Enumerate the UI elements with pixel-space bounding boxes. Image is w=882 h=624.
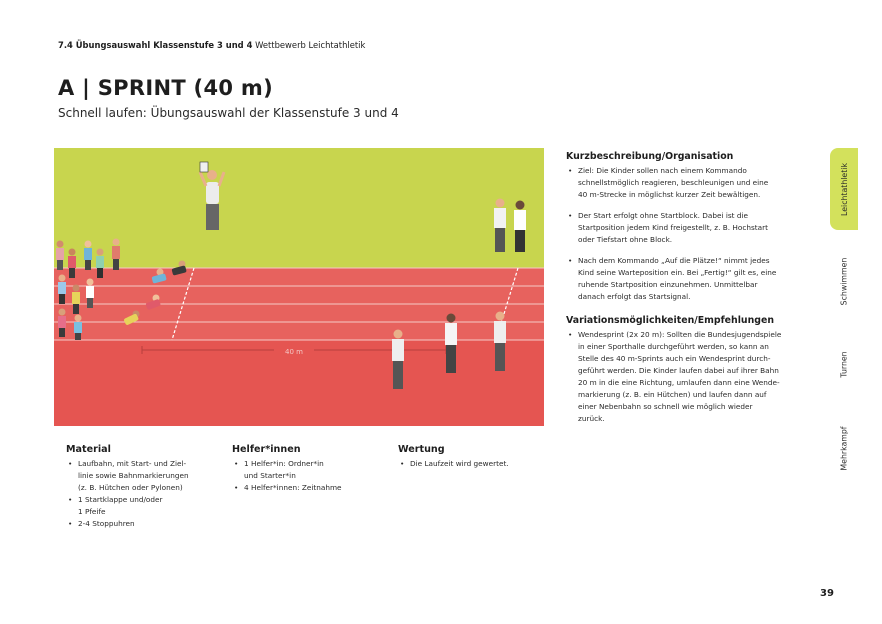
line: Die Laufzeit wird gewertet. bbox=[410, 459, 509, 468]
list-item bbox=[66, 458, 214, 494]
wertung-section bbox=[398, 444, 548, 470]
list-item bbox=[566, 165, 794, 201]
line: 2-4 Stoppuhren bbox=[78, 519, 135, 528]
line: Wendesprint (2x 20 m): Sollten die Bundesjugendspiele bbox=[578, 330, 782, 339]
list-item bbox=[232, 482, 382, 494]
tab-label: Turnen bbox=[839, 350, 849, 378]
tab-label: Schwimmen bbox=[839, 257, 849, 305]
line: Startposition jedem Kind freigestellt, z. B. Hochstart bbox=[578, 223, 768, 232]
list-item bbox=[566, 329, 794, 425]
list-item bbox=[66, 518, 214, 530]
line: oder Tiefstart ohne Block. bbox=[578, 235, 673, 244]
line: Ziel: Die Kinder sollen nach einem Kommando bbox=[578, 166, 747, 175]
line: und Starter*in bbox=[244, 471, 296, 480]
tab-mehrkampf[interactable] bbox=[830, 406, 858, 490]
wertung-heading: Wertung bbox=[398, 444, 445, 455]
variationen-list bbox=[566, 329, 794, 425]
line: Laufbahn, mit Start- und Ziel- bbox=[78, 459, 187, 468]
line: Nach dem Kommando „Auf die Plätze!“ nimmt jedes bbox=[578, 256, 770, 265]
line: 1 Helfer*in: Ordner*in bbox=[244, 459, 324, 468]
line: einer Nebenbahn so schnell wie möglich wieder bbox=[578, 402, 753, 411]
track-scene bbox=[54, 148, 544, 426]
line: (z. B. Hütchen oder Pylonen) bbox=[78, 483, 183, 492]
header-section-bold: 7.4 Übungsauswahl Klassenstufe 3 und 4 bbox=[58, 40, 253, 50]
line: in einer Sporthalle durchgeführt werden, so kann an bbox=[578, 342, 769, 351]
line: ruhende Startposition einzunehmen. Unmittelbar bbox=[578, 280, 758, 289]
line: geführt werden. Die Kinder laufen dabei auf ihrer Bahn bbox=[578, 366, 779, 375]
kurzbeschreibung-heading: Kurzbeschreibung/Organisation bbox=[566, 151, 734, 162]
line: 1 Startklappe und/oder bbox=[78, 495, 163, 504]
material-list bbox=[66, 458, 214, 530]
line: 40 m-Strecke in möglichst kurzer Zeit bewältigen. bbox=[578, 190, 761, 199]
running-header bbox=[58, 40, 365, 50]
line: danach erfolgt das Startsignal. bbox=[578, 292, 691, 301]
tab-schwimmen[interactable] bbox=[830, 240, 858, 322]
line: Kind seine Warteposition ein. Bei „Fertig!“ gilt es, eine bbox=[578, 268, 777, 277]
helfer-heading: Helfer*innen bbox=[232, 444, 301, 455]
tab-turnen[interactable] bbox=[830, 332, 858, 396]
sprint-illustration bbox=[54, 148, 544, 426]
tab-leichtathletik[interactable] bbox=[830, 148, 858, 230]
line: 4 Helfer*innen: Zeitnahme bbox=[244, 483, 342, 492]
page-subtitle: Schnell laufen: Übungsauswahl der Klassenstufe 3 und 4 bbox=[58, 106, 399, 120]
list-item bbox=[66, 494, 214, 518]
line: linie sowie Bahnmarkierungen bbox=[78, 471, 189, 480]
list-item bbox=[566, 255, 794, 303]
grass-area bbox=[54, 148, 544, 268]
line: zurück. bbox=[578, 414, 605, 423]
line: 20 m in die eine Richtung, umlaufen dann eine Wende- bbox=[578, 378, 780, 387]
line: Der Start erfolgt ohne Startblock. Dabei ist die bbox=[578, 211, 748, 220]
page-title: A | SPRINT (40 m) bbox=[58, 76, 273, 100]
variationen-heading: Variationsmöglichkeiten/Empfehlungen bbox=[566, 315, 774, 326]
distance-label: 40 m bbox=[285, 348, 303, 356]
list-item bbox=[398, 458, 548, 470]
helfer-list bbox=[232, 458, 382, 494]
helfer-section bbox=[232, 444, 382, 494]
material-heading: Material bbox=[66, 444, 111, 455]
list-item bbox=[232, 458, 382, 482]
line: Stelle des 40 m-Sprints auch ein Wendesprint durch- bbox=[578, 354, 771, 363]
right-column bbox=[566, 151, 794, 425]
line: markierung (z. B. ein Hütchen) und laufen dann auf bbox=[578, 390, 767, 399]
material-section bbox=[66, 444, 214, 530]
tab-label: Mehrkampf bbox=[839, 425, 849, 471]
wertung-list bbox=[398, 458, 548, 470]
page-number: 39 bbox=[820, 588, 834, 599]
list-item bbox=[566, 210, 794, 246]
line: schnellstmöglich reagieren, beschleunigen und eine bbox=[578, 178, 769, 187]
line: 1 Pfeife bbox=[78, 507, 106, 516]
header-section-rest: Wettbewerb Leichtathletik bbox=[252, 40, 366, 50]
tab-label: Leichtathletik bbox=[839, 162, 849, 216]
kurzbeschreibung-list bbox=[566, 165, 794, 303]
